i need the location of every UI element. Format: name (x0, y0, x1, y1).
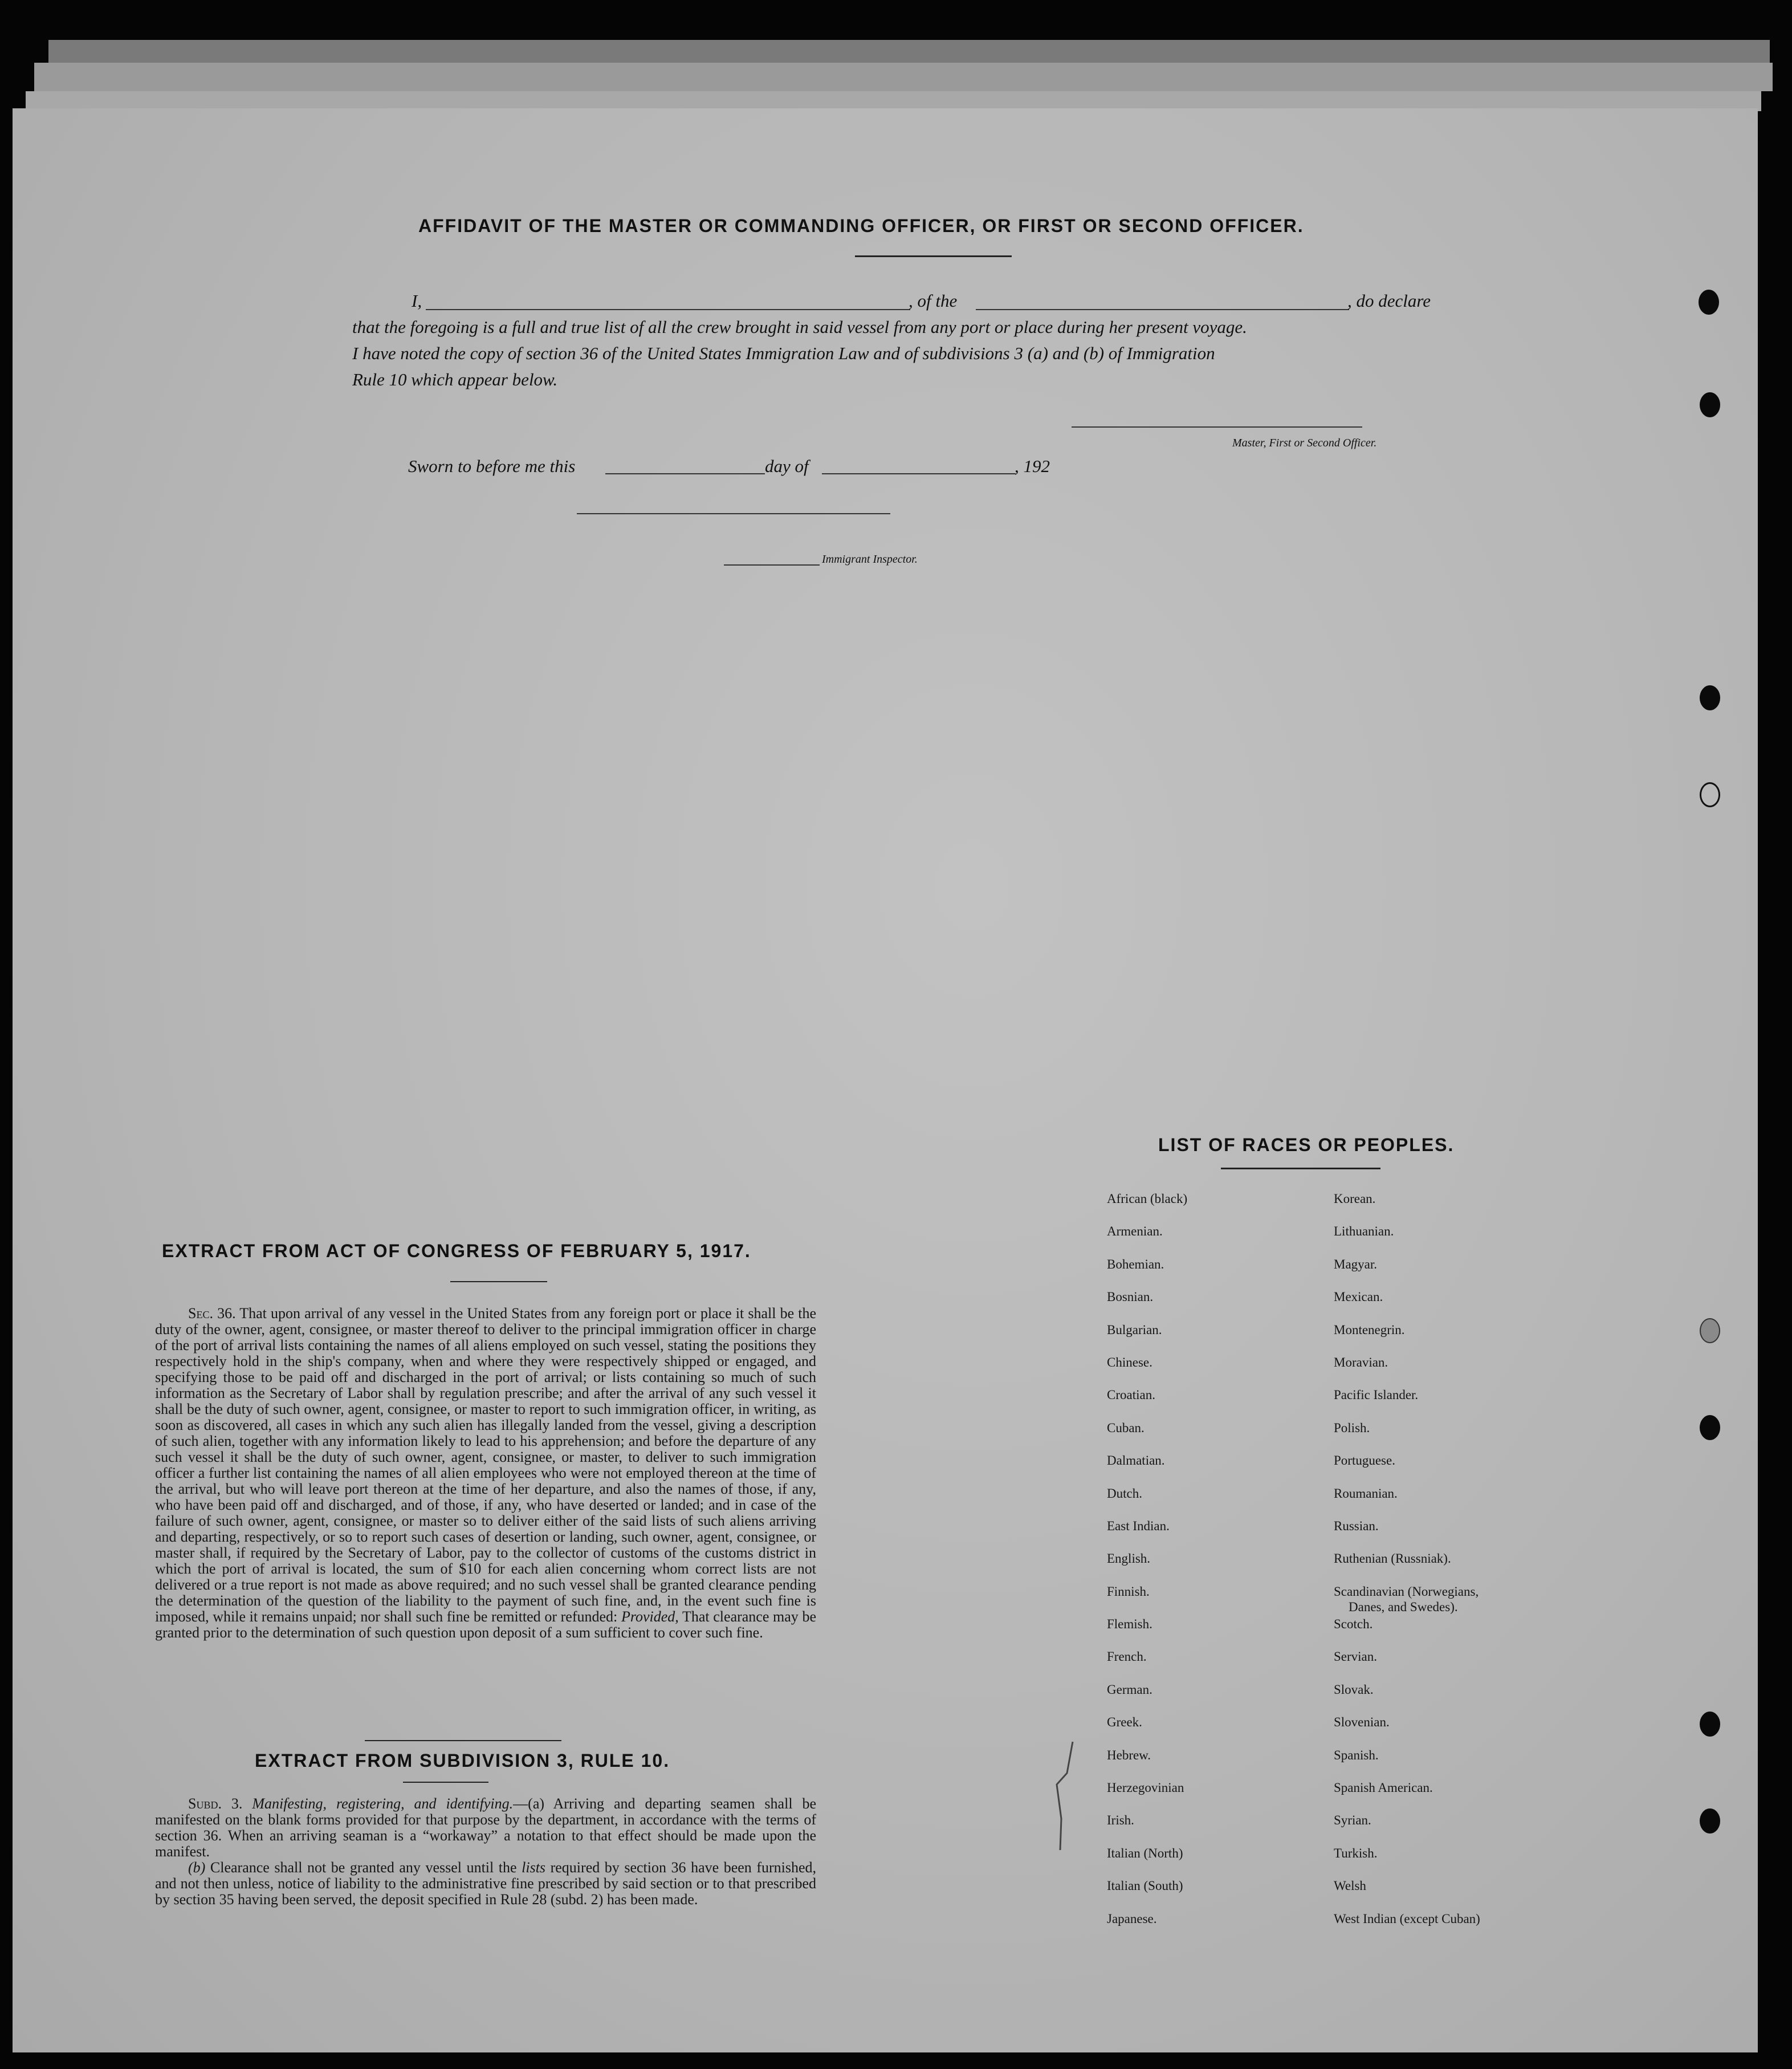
punch-hole-icon (1700, 782, 1720, 807)
race-item: Spanish American. (1334, 1781, 1433, 1795)
back-sheet-edge-1 (48, 40, 1770, 63)
race-item: Bulgarian. (1107, 1322, 1162, 1337)
race-item: Hebrew. (1107, 1747, 1151, 1762)
race-item: Portuguese. (1334, 1453, 1395, 1468)
proviso-text: That clearance may be granted prior to the determination of such question upon deposit of a sum sufficient to cover such fine. (155, 1608, 817, 1641)
punch-hole-icon (1700, 1415, 1720, 1440)
manifest-page (13, 108, 1758, 2052)
race-item: Irish. (1107, 1813, 1134, 1828)
race-scandinavian: Scandinavian (Norwegians, (1334, 1584, 1479, 1599)
race-item: Pacific Islander. (1334, 1388, 1419, 1403)
race-item: Croatian. (1107, 1388, 1155, 1403)
race-item: Polish. (1334, 1420, 1370, 1435)
sworn-month-blank[interactable] (822, 473, 1016, 474)
race-item: Ruthenian (Russniak). (1334, 1551, 1451, 1566)
race-item: Italian (North) (1107, 1846, 1183, 1860)
race-item: Magyar. (1334, 1257, 1378, 1271)
rule-extract-title: EXTRACT FROM SUBDIVISION 3, RULE 10. (255, 1750, 670, 1771)
section-body: That upon arrival of any vessel in the United States from any foreign port or place it shall be the duty of the owner, agent, consignee, or master thereof to deliver to the principal immigration officer in charge of the port of arrival lists containing the names of all aliens employed on such vessel, stating the positions they respectively hold in the ship's company, when and where they were respectively shipped or engaged, and specifying those to be paid off and discharged in the port of arrival; or lists containing so much of such information as the Secretary of Labor shall by regulation prescribe; and after the arrival of any such vessel it shall be the duty of such owner, agent, consignee, or master to report to such immigration officer, in writing, as soon as discovered, all cases in which any such alien has illegally landed from the vessel, giving a description of such alien, together with any information likely to lead to his apprehension; and before the departure of any such vessel it shall be the duty of such owner, agent, consignee, or master, to deliver to such immigration officer a further list containing the names of all alien employees who were not employed thereon at the time of the arrival, but who will leave port thereon at the time of her departure, and also the names of those, if any, who have been paid off and discharged, and of those, if any, who have deserted or landed; and in case of the failure of such owner, agent, consignee, or master so to deliver either of the said lists of such aliens arriving and departing, respectively, or so to report such cases of desertion or landing, such owner, agent, consignee, or master shall, if required by the Secretary of Labor, pay to the collector of customs of the customs district in which the port of arrival is located, the sum of $10 for each alien concerning whom correct lists are not delivered or a true report is not made as above required; and no such vessel shall be granted clearance pending the determination of the question of the liability to the payment of such fine, and, in the event such fine is imposed, while it remains unpaid; nor shall such fine be remitted or refunded: (155, 1305, 817, 1625)
affidavit-of-the-label: , of the (909, 291, 958, 311)
master-signature-line[interactable] (1072, 426, 1362, 428)
subd-heading: Manifesting, registering, and identifying. (252, 1795, 514, 1812)
subd-b-marker: (b) (188, 1859, 206, 1876)
race-item: West Indian (except Cuban) (1334, 1911, 1480, 1926)
race-item: Servian. (1334, 1649, 1378, 1664)
race-item: Scotch. (1334, 1617, 1373, 1632)
inspector-short-line[interactable] (724, 564, 820, 566)
section-label: Sec. 36. (188, 1305, 236, 1322)
affidavit-vessel-blank[interactable] (976, 309, 1349, 310)
subd-a-marker: —(a) (513, 1795, 545, 1812)
race-item: Roumanian. (1334, 1486, 1398, 1501)
back-sheet-edge-2 (34, 63, 1773, 91)
proviso-label: Provided, (621, 1608, 679, 1625)
race-item: Japanese. (1107, 1911, 1157, 1926)
year-label: , 192 (1015, 456, 1050, 476)
inspector-signature-line[interactable] (577, 513, 890, 514)
subd-b-pre: Clearance shall not be granted any vessel until the (210, 1859, 517, 1876)
affidavit-title-rule (855, 255, 1012, 257)
races-right-column (1334, 1192, 1480, 1944)
sworn-label: Sworn to before me this (408, 456, 576, 476)
pencil-mark (1050, 1739, 1084, 1853)
race-item: Finnish. (1107, 1584, 1150, 1599)
sworn-day-blank[interactable] (605, 473, 765, 474)
act-section-36 (155, 1306, 816, 1641)
race-item: Korean. (1334, 1192, 1376, 1206)
subd-b-post: required by section 36 have been furnished, and not then unless, notice of liability to the administrative fine prescribed by said section or to that prescribed by section 35 having been served, the deposit specified in Rule 28 (subd. 2) has been made. (155, 1859, 817, 1908)
affidavit-i-label: I, (412, 291, 422, 311)
race-item: East Indian. (1107, 1518, 1170, 1533)
race-item: Cuban. (1107, 1420, 1145, 1435)
race-item: Bosnian. (1107, 1290, 1154, 1304)
punch-hole-icon (1700, 1318, 1720, 1343)
punch-hole-icon (1699, 290, 1719, 315)
race-item: Chinese. (1107, 1355, 1152, 1369)
race-item: Welsh (1334, 1879, 1366, 1893)
affidavit-name-blank[interactable] (426, 309, 910, 310)
act-extract-rule (450, 1281, 547, 1282)
race-item: Italian (South) (1107, 1879, 1183, 1893)
race-item: Montenegrin. (1334, 1322, 1405, 1337)
act-end-rule (365, 1740, 561, 1741)
race-item: Lithuanian. (1334, 1224, 1394, 1239)
race-item: Syrian. (1334, 1813, 1371, 1828)
punch-hole-icon (1700, 1712, 1720, 1737)
master-signature-caption: Master, First or Second Officer. (1232, 437, 1377, 449)
race-item: African (black) (1107, 1192, 1188, 1206)
race-item: Moravian. (1334, 1355, 1388, 1369)
affidavit-line-3: I have noted the copy of section 36 of the United States Immigration Law and of subdivisions 3 (a) and (b) of Immigration (352, 343, 1215, 363)
affidavit-line-4: Rule 10 which appear below. (352, 369, 558, 389)
race-item: Dutch. (1107, 1486, 1142, 1501)
affidavit-title: AFFIDAVIT OF THE MASTER OR COMMANDING OFFICER, OR FIRST OR SECOND OFFICER. (418, 216, 1304, 236)
act-extract-title: EXTRACT FROM ACT OF CONGRESS OF FEBRUARY 5, 1917. (162, 1241, 751, 1261)
race-item: Slovenian. (1334, 1715, 1390, 1730)
race-item: Turkish. (1334, 1846, 1378, 1860)
day-of-label: day of (765, 456, 809, 476)
race-item: German. (1107, 1682, 1152, 1697)
race-item: English. (1107, 1551, 1151, 1566)
race-item: Mexican. (1334, 1290, 1383, 1304)
races-title-rule (1221, 1168, 1380, 1169)
races-left-column (1107, 1192, 1187, 1944)
race-item: Spanish. (1334, 1747, 1379, 1762)
affidavit-do-declare: , do declare (1347, 291, 1431, 311)
race-item: Dalmatian. (1107, 1453, 1165, 1468)
subd-a-text: Arriving and departing seamen shall be manifested on the blank forms provided for that purpose by the department, in accordance with the terms of section 36. When an arriving seaman is a “workaway” a notation to that effect should be made upon the manifest. (155, 1795, 817, 1860)
punch-hole-icon (1700, 1808, 1720, 1834)
race-scandinavian-cont: Danes, and Swedes). (1349, 1599, 1458, 1614)
race-item: Herzegovinian (1107, 1781, 1184, 1795)
race-item: Slovak. (1334, 1682, 1374, 1697)
rule-subd-3 (155, 1796, 816, 1908)
race-item: Russian. (1334, 1518, 1379, 1533)
race-item: Armenian. (1107, 1224, 1163, 1239)
race-item: Bohemian. (1107, 1257, 1164, 1271)
punch-hole-icon (1700, 685, 1720, 710)
subd-label: Subd. 3. (188, 1795, 243, 1812)
race-item: Flemish. (1107, 1617, 1152, 1632)
race-item (1334, 1584, 1480, 1617)
race-item: Greek. (1107, 1715, 1142, 1730)
affidavit-line-2: that the foregoing is a full and true list of all the crew brought in said vessel from any port or place during her present voyage. (352, 317, 1247, 337)
punch-hole-icon (1700, 392, 1720, 417)
race-item: French. (1107, 1649, 1147, 1664)
subd-b-lists: lists (522, 1859, 546, 1876)
races-title: LIST OF RACES OR PEOPLES. (1158, 1135, 1455, 1155)
rule-extract-rule (403, 1782, 488, 1783)
inspector-caption: Immigrant Inspector. (822, 553, 918, 566)
